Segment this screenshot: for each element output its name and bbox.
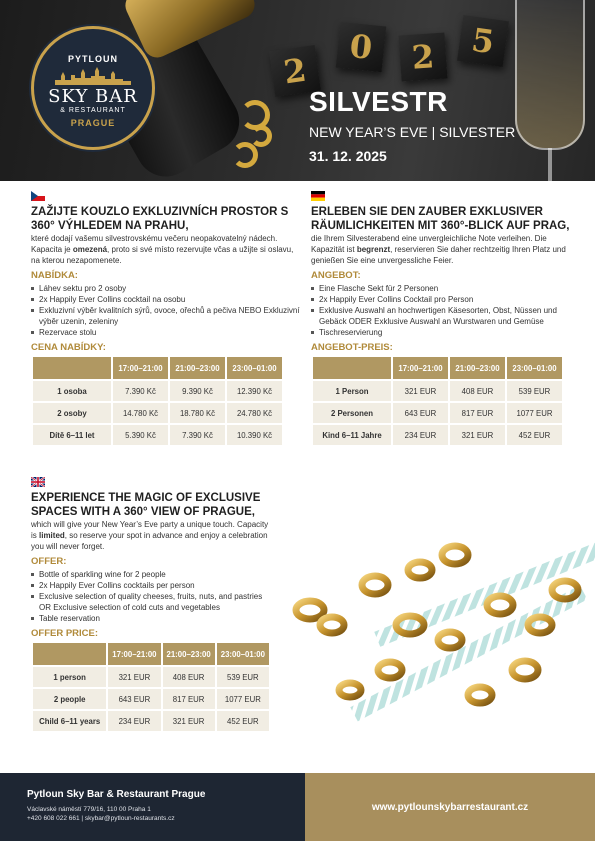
table-header-row xyxy=(33,643,269,665)
champagne-glass-image xyxy=(515,0,585,150)
table-header-row xyxy=(33,357,282,379)
year-cube-2: 0 xyxy=(336,22,387,73)
price-cell: 452 EUR xyxy=(507,425,562,445)
prague-skyline-icon xyxy=(53,66,133,86)
row-label: Kind 6–11 Jahre xyxy=(313,425,391,445)
list-item: Láhev sektu pro 2 osoby xyxy=(31,283,301,294)
price-cell: 643 EUR xyxy=(393,403,448,423)
table-corner xyxy=(313,357,391,379)
price-cell: 539 EUR xyxy=(507,381,562,401)
price-cell: 1077 EUR xyxy=(217,689,269,709)
price-cell: 643 EUR xyxy=(108,689,160,709)
logo-top-text: PYTLOUN xyxy=(67,54,118,64)
row-label: 1 person xyxy=(33,667,106,687)
gold-ribbon xyxy=(250,125,272,147)
list-item: 2x Happily Ever Collins cocktail na osobu xyxy=(31,294,301,305)
czech-offer-list xyxy=(31,283,301,338)
logo-city-text: PRAGUE xyxy=(70,118,116,128)
german-intro: die Ihrem Silvesterabend eine unvergleichliche Note verleihen. Die Kapazität ist begrenzt, reservieren Sie daher rechtzeitig Ihren Platz und genießen Sie eine unvergessliche Feier. xyxy=(311,234,566,265)
list-item: 2x Happily Ever Collins cocktails per person xyxy=(31,580,271,591)
price-cell: 14.780 Kč xyxy=(113,403,168,423)
table-row xyxy=(33,667,269,687)
list-item: Exkluzivní výběr kvalitních sýrů, ovoce, ořechů a pečiva NEBO Exkluzivní výběr uzenin, zeleniny xyxy=(31,305,301,327)
price-cell: 12.390 Kč xyxy=(227,381,282,401)
german-heading: ERLEBEN SIE DEN ZAUBER EXKLUSIVER RÄUMLICHKEITEN MIT 360°-BLICK AUF PRAG, xyxy=(311,206,570,232)
price-cell: 817 EUR xyxy=(163,689,215,709)
czech-price-table xyxy=(31,355,284,447)
price-cell: 5.390 Kč xyxy=(113,425,168,445)
table-row xyxy=(313,425,562,445)
footer-address: Václavské náměstí 779/16, 110 00 Praha 1 xyxy=(27,806,151,813)
czech-section xyxy=(31,191,301,447)
year-cube-1: 2 xyxy=(269,45,321,97)
price-cell: 321 EUR xyxy=(163,711,215,731)
price-cell: 18.780 Kč xyxy=(170,403,225,423)
column-header: 21:00–23:00 xyxy=(163,643,215,665)
price-cell: 321 EUR xyxy=(450,425,505,445)
price-cell: 539 EUR xyxy=(217,667,269,687)
year-cube-4: 5 xyxy=(457,15,509,67)
page-subtitle: NEW YEAR’S EVE | SILVESTER xyxy=(309,124,516,140)
table-row xyxy=(33,425,282,445)
english-price-table xyxy=(31,641,271,733)
page-title: SILVESTR xyxy=(309,86,448,117)
column-header: 21:00–23:00 xyxy=(170,357,225,379)
czech-offer-title: NABÍDKA: xyxy=(31,270,78,281)
table-row xyxy=(313,403,562,423)
price-cell: 321 EUR xyxy=(393,381,448,401)
czech-price-title: CENA NABÍDKY: xyxy=(31,342,106,353)
column-header: 23:00–01:00 xyxy=(217,643,269,665)
table-row xyxy=(33,711,269,731)
footer-contact-line[interactable]: +420 608 022 661 | skybar@pytloun-restaurants.cz xyxy=(27,815,175,822)
website-link[interactable]: www.pytlounskybarrestaurant.cz xyxy=(305,773,595,841)
footer-contact xyxy=(0,773,305,841)
column-header: 17:00–21:00 xyxy=(113,357,168,379)
list-item: Table reservation xyxy=(31,613,271,624)
list-item: Exclusive selection of quality cheeses, fruits, nuts, and pastries OR Exclusive selection of cold cuts and vegetables xyxy=(31,591,271,613)
price-cell: 7.390 Kč xyxy=(170,425,225,445)
english-offer-list xyxy=(31,569,271,624)
czech-flag-icon xyxy=(31,191,45,201)
table-row xyxy=(33,689,269,709)
price-cell: 234 EUR xyxy=(393,425,448,445)
table-row xyxy=(33,381,282,401)
price-cell: 408 EUR xyxy=(450,381,505,401)
hero-banner xyxy=(0,0,595,181)
german-price-title: ANGEBOT-PREIS: xyxy=(311,342,393,353)
list-item: Tischreservierung xyxy=(311,327,581,338)
uk-flag-icon xyxy=(31,477,45,487)
column-header: 17:00–21:00 xyxy=(108,643,160,665)
czech-intro: které dodají vašemu silvestrovskému večeru neopakovatelný nádech. Kapacita je omezená, proto si své místo rezervujte včas a užijte si oslavu, na kterou nezapomenete. xyxy=(31,234,294,265)
german-section xyxy=(311,191,581,447)
year-cube-3: 2 xyxy=(398,32,447,81)
column-header: 23:00–01:00 xyxy=(227,357,282,379)
price-cell: 7.390 Kč xyxy=(113,381,168,401)
column-header: 23:00–01:00 xyxy=(507,357,562,379)
german-offer-list xyxy=(311,283,581,338)
table-header-row xyxy=(313,357,562,379)
restaurant-logo xyxy=(31,26,155,150)
footer-name: Pytloun Sky Bar & Restaurant Prague xyxy=(27,789,206,800)
table-corner xyxy=(33,357,111,379)
list-item: Eine Flasche Sekt für 2 Personen xyxy=(311,283,581,294)
row-label: 2 osoby xyxy=(33,403,111,423)
price-cell: 321 EUR xyxy=(108,667,160,687)
czech-heading: ZAŽIJTE KOUZLO EXKLUZIVNÍCH PROSTOR S 360° VÝHLEDEM NA PRAHU, xyxy=(31,206,289,232)
price-cell: 452 EUR xyxy=(217,711,269,731)
column-header: 17:00–21:00 xyxy=(393,357,448,379)
table-corner xyxy=(33,643,106,665)
price-cell: 24.780 Kč xyxy=(227,403,282,423)
german-offer-title: ANGEBOT: xyxy=(311,270,361,281)
event-date: 31. 12. 2025 xyxy=(309,148,387,164)
price-cell: 817 EUR xyxy=(450,403,505,423)
english-offer-title: OFFER: xyxy=(31,556,67,567)
german-price-table xyxy=(311,355,564,447)
english-intro: which will give your New Year’s Eve party a unique touch. Capacity is limited, so reserve your spot in advance and enjoy a celebration you will never forget. xyxy=(31,520,269,551)
gold-ribbons-image xyxy=(280,530,595,770)
row-label: 2 Personen xyxy=(313,403,391,423)
list-item: Exklusive Auswahl an hochwertigen Käsesorten, Obst, Nüssen und Gebäck ODER Exklusive Auswahl an Wurstwaren und Gemüse xyxy=(311,305,581,327)
price-cell: 234 EUR xyxy=(108,711,160,731)
english-section xyxy=(31,477,271,733)
price-cell: 408 EUR xyxy=(163,667,215,687)
price-cell: 9.390 Kč xyxy=(170,381,225,401)
row-label: 1 Person xyxy=(313,381,391,401)
logo-main-text: SKY BAR xyxy=(48,86,138,107)
gold-ribbon xyxy=(232,142,258,168)
row-label: 2 people xyxy=(33,689,106,709)
list-item: 2x Happily Ever Collins Cocktail pro Person xyxy=(311,294,581,305)
glass-stem xyxy=(548,148,552,181)
list-item: Rezervace stolu xyxy=(31,327,301,338)
price-cell: 10.390 Kč xyxy=(227,425,282,445)
row-label: Child 6–11 years xyxy=(33,711,106,731)
english-price-title: OFFER PRICE: xyxy=(31,628,99,639)
column-header: 21:00–23:00 xyxy=(450,357,505,379)
german-flag-icon xyxy=(311,191,325,201)
logo-sub-text: & RESTAURANT xyxy=(60,107,126,114)
table-row xyxy=(313,381,562,401)
table-row xyxy=(33,403,282,423)
price-cell: 1077 EUR xyxy=(507,403,562,423)
english-heading: EXPERIENCE THE MAGIC OF EXCLUSIVE SPACES WITH A 360° VIEW OF PRAGUE, xyxy=(31,492,261,518)
list-item: Bottle of sparkling wine for 2 people xyxy=(31,569,271,580)
row-label: 1 osoba xyxy=(33,381,111,401)
row-label: Dítě 6–11 let xyxy=(33,425,111,445)
